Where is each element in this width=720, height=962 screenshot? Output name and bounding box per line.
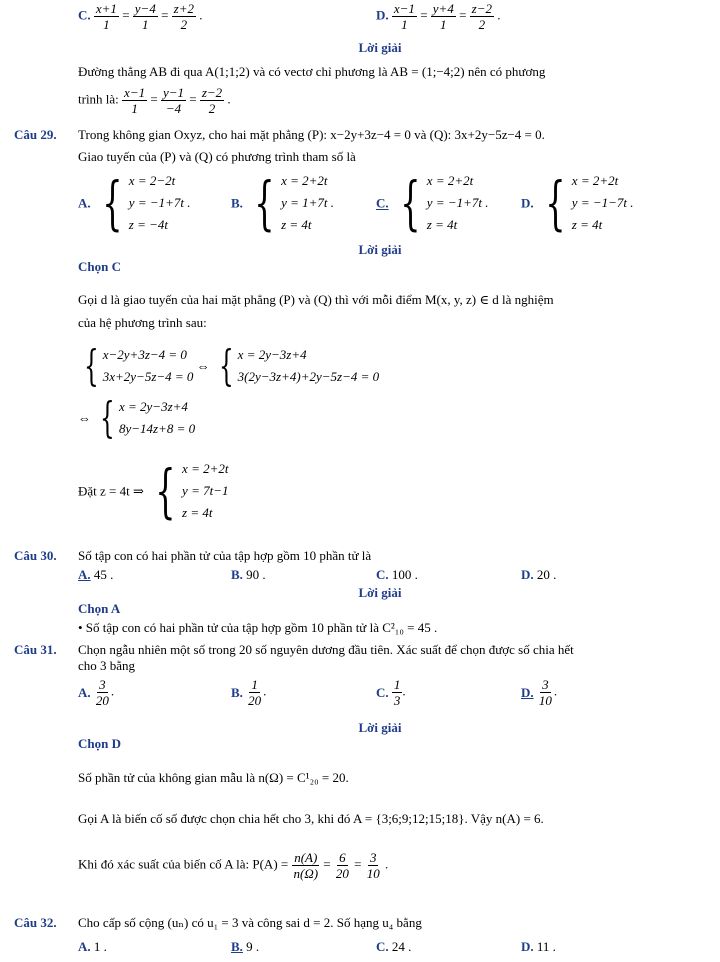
fraction: $\frac{6}{20}$ <box>335 850 349 881</box>
option-d: D. 20 . <box>521 567 557 582</box>
option-label: B. <box>231 567 243 582</box>
option-label: D. <box>521 685 534 700</box>
option-d: D. $\frac{3}{10}$ . <box>521 677 558 708</box>
fraction: $\frac{x-1}{1}$ <box>393 1 415 32</box>
solution-system-1: { x−2y+3z−4 = 0 3x+2y−5z−4 = 0 ⇔ { x = 2y−3z+4 3(2y−3z+4)+2y−5z−4 = 0 <box>78 344 379 388</box>
option-label: D. <box>521 195 534 211</box>
question-label: Câu 32. <box>14 915 57 930</box>
option-b: B. 9 . <box>231 939 260 954</box>
fraction: $\frac{z-2}{2}$ <box>201 85 223 116</box>
option-label: B. <box>231 195 243 211</box>
fraction: $\frac{3}{10}$ <box>366 850 380 881</box>
fraction: $\frac{y-1}{-4}$ <box>162 85 184 116</box>
fraction: $\frac{x+1}{1}$ <box>95 1 117 32</box>
solution-text: của hệ phương trình sau: <box>78 315 207 330</box>
solution-heading: Lời giải <box>358 585 402 600</box>
question-label: Câu 30. <box>14 548 57 563</box>
solution-text: • Số tập con có hai phần tử của tập hợp gồm 10 phần tử là C²₁₀ = 45 . <box>78 620 438 635</box>
solution-heading: Lời giải <box>358 242 402 257</box>
equation-system: { x−2y+3z−4 = 0 3x+2y−5z−4 = 0 <box>84 341 194 390</box>
option-label: C. <box>78 7 91 23</box>
option-label: C. <box>376 195 389 211</box>
chosen-answer: Chọn A <box>78 601 121 616</box>
fraction: $\frac{z-2}{2}$ <box>471 1 493 32</box>
question-text: Số tập con có hai phần tử của tập hợp gồm 10 phần tử là <box>78 548 372 563</box>
equation-system: { x = 2+2t y = −1−7t . z = 4t <box>545 169 634 237</box>
equation-system: { x = 2+2t y = 7t−1 z = 4t <box>155 457 229 525</box>
option-c: C. 100 . <box>376 567 418 582</box>
solution-text: Số phần tử của không gian mẫu là n(Ω) = C¹₂₀ = 20. <box>78 770 349 785</box>
solution-text: Gọi d là giao tuyến của hai mặt phẳng (P) và (Q) thì với mỗi điểm M(x, y, z) ∈ d là nghiệm <box>78 292 554 307</box>
chosen-answer: Chọn C <box>78 259 121 274</box>
prev-option-c: C. $\frac{x+1}{1}$ = $\frac{y-4}{1}$ = $\frac{z+2}{2}$ . <box>78 1 203 32</box>
option-b: B. 90 . <box>231 567 266 582</box>
option-b <box>231 170 334 236</box>
option-d <box>521 170 634 236</box>
question-label: Câu 29. <box>14 127 57 142</box>
fraction: $\frac{x-1}{1}$ <box>124 85 146 116</box>
option-c: C. $\frac{1}{3}$ . <box>376 677 406 708</box>
option-a: A. 45 . <box>78 567 114 582</box>
solution-text: Gọi A là biến cố số được chọn chia hết cho 3, khi đó A = {3;6;9;12;15;18}. Vậy n(A) = 6. <box>78 811 544 826</box>
prev-option-d: D. $\frac{x-1}{1}$ = $\frac{y+4}{1}$ = $\frac{z-2}{2}$ . <box>376 1 501 32</box>
solution-heading: Lời giải <box>358 40 402 55</box>
option-d: D. 11 . <box>521 939 556 954</box>
question-label: Câu 31. <box>14 642 57 657</box>
question-text: Trong không gian Oxyz, cho hai mặt phẳng (P): x−2y+3z−4 = 0 và (Q): 3x+2y−5z−4 = 0. <box>78 127 545 142</box>
option-a <box>78 170 191 236</box>
option-label: D. <box>376 7 389 23</box>
question-text: cho 3 bằng <box>78 658 136 673</box>
fraction: $\frac{n(A)}{n(\Omega)}$ <box>293 850 319 881</box>
equation-system: { x = 2+2t y = 1+7t . z = 4t <box>254 169 335 237</box>
solution-system-2: ⇔ { x = 2y−3z+4 8y−14z+8 = 0 <box>78 393 196 442</box>
question-text: Cho cấp số cộng (uₙ) có u₁ = 3 và công sai d = 2. Số hạng u₄ bằng <box>78 915 422 930</box>
solution-heading: Lời giải <box>358 720 402 735</box>
option-label: A. <box>78 567 91 582</box>
option-label: A. <box>78 195 91 211</box>
option-c <box>376 170 489 236</box>
solution-equation: trình là: $\frac{x-1}{1}$ = $\frac{y-1}{-4}$ = $\frac{z-2}{2}$ . <box>78 85 231 116</box>
option-label: B. <box>231 685 243 700</box>
fraction: $\frac{3}{10}$ <box>538 677 552 708</box>
question-text: Chọn ngẫu nhiên một số trong 20 số nguyên dương đầu tiên. Xác suất để chọn được số chia hết <box>78 642 574 657</box>
solution-parametrization: Đặt z = 4t ⇒ { x = 2+2t y = 7t−1 z = 4t <box>78 457 229 525</box>
option-c: C. 24 . <box>376 939 412 954</box>
fraction: $\frac{1}{3}$ <box>393 677 401 708</box>
option-a: A. $\frac{3}{20}$ . <box>78 677 115 708</box>
fraction: $\frac{z+2}{2}$ <box>173 1 195 32</box>
fraction: $\frac{y-4}{1}$ <box>134 1 156 32</box>
option-label: D. <box>521 567 534 582</box>
equation-system: { x = 2+2t y = −1+7t . z = 4t <box>400 169 489 237</box>
solution-equation: Khi đó xác suất của biến cố A là: P(A) = $\frac{n(A)}{n(\Omega)}$ = $\frac{6}{20}$ = $\frac{3}{10}$ . <box>78 850 389 881</box>
fraction: $\frac{1}{20}$ <box>248 677 262 708</box>
option-label: C. <box>376 685 389 700</box>
option-b: B. $\frac{1}{20}$ . <box>231 677 267 708</box>
option-label: C. <box>376 939 389 954</box>
fraction: $\frac{3}{20}$ <box>95 677 109 708</box>
option-label: D. <box>521 939 534 954</box>
equation-system: { x = 2y−3z+4 8y−14z+8 = 0 <box>100 393 196 442</box>
equation-system: { x = 2y−3z+4 3(2y−3z+4)+2y−5z−4 = 0 <box>218 341 380 390</box>
fraction: $\frac{y+4}{1}$ <box>432 1 454 32</box>
option-label: C. <box>376 567 389 582</box>
option-label: A. <box>78 685 91 700</box>
option-label: A. <box>78 939 91 954</box>
chosen-answer: Chọn D <box>78 736 121 751</box>
option-label: B. <box>231 939 243 954</box>
question-text: Giao tuyến của (P) và (Q) có phương trình tham số là <box>78 149 356 164</box>
option-a: A. 1 . <box>78 939 107 954</box>
solution-text: Đường thẳng AB đi qua A(1;1;2) và có vectơ chỉ phương là AB = (1;−4;2) nên có phương <box>78 64 546 79</box>
equation-system: { x = 2−2t y = −1+7t . z = −4t <box>102 169 191 237</box>
